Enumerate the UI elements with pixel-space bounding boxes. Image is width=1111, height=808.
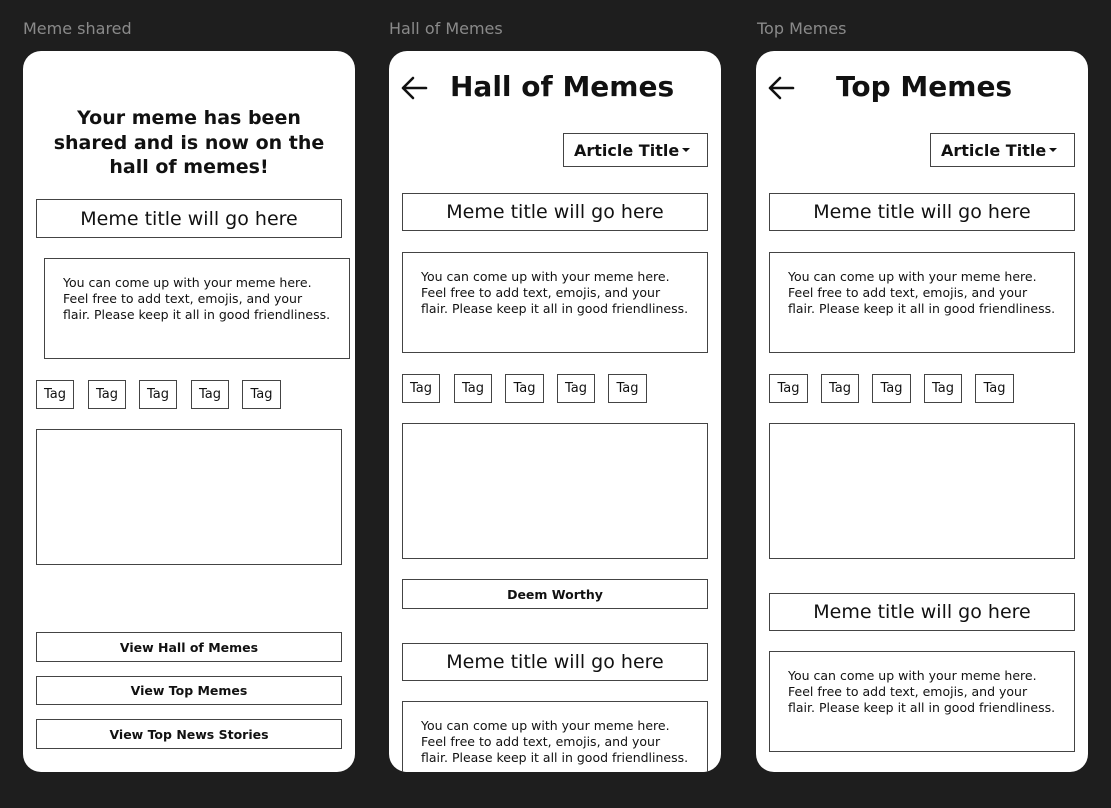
tag-chip[interactable]: Tag	[454, 374, 492, 403]
frame-label-top-memes: Top Memes	[757, 19, 847, 38]
top-memes-screen	[756, 51, 1088, 772]
dropdown-label: Article Title	[941, 140, 1047, 160]
view-hall-of-memes-button[interactable]: View Hall of Memes	[36, 632, 342, 662]
meme-text-area: You can come up with your meme here. Feel free to add text, emojis, and your flair. Please keep it all in good friendliness.	[402, 252, 708, 353]
meme-shared-screen	[23, 51, 355, 772]
tag-chip[interactable]: Tag	[139, 380, 177, 409]
tag-chip[interactable]: Tag	[769, 374, 808, 403]
hall-of-memes-screen	[389, 51, 721, 772]
tag-chip[interactable]: Tag	[872, 374, 911, 403]
caret-down-icon	[1049, 148, 1057, 152]
page-title: Hall of Memes	[450, 70, 675, 103]
tag-chip[interactable]: Tag	[88, 380, 126, 409]
meme-text-area: You can come up with your meme here. Feel free to add text, emojis, and your flair. Please keep it all in good friendliness.	[769, 651, 1075, 752]
meme-title-field: Meme title will go here	[769, 193, 1075, 231]
page-title: Top Memes	[836, 70, 1013, 103]
dropdown-label: Article Title	[574, 140, 680, 160]
tag-chip[interactable]: Tag	[608, 374, 647, 403]
meme-text-area[interactable]: You can come up with your meme here. Feel free to add text, emojis, and your flair. Please keep it all in good friendliness.	[44, 258, 350, 359]
deem-worthy-button[interactable]: Deem Worthy	[402, 579, 708, 609]
tag-chip[interactable]: Tag	[557, 374, 595, 403]
back-arrow-icon[interactable]	[766, 73, 796, 103]
tag-chip[interactable]: Tag	[924, 374, 962, 403]
meme-title-field: Meme title will go here	[402, 643, 708, 681]
view-top-memes-button[interactable]: View Top Memes	[36, 676, 342, 705]
meme-image-placeholder	[769, 423, 1075, 559]
tag-chip[interactable]: Tag	[36, 380, 74, 409]
shared-confirmation-heading: Your meme has been shared and is now on the hall of memes!	[53, 107, 325, 178]
tag-chip[interactable]: Tag	[821, 374, 859, 403]
article-title-dropdown[interactable]	[930, 133, 1075, 167]
frame-label-hall-of-memes: Hall of Memes	[389, 19, 503, 38]
tag-chip[interactable]: Tag	[242, 380, 281, 409]
caret-down-icon	[682, 148, 690, 152]
frame-label-meme-shared: Meme shared	[23, 19, 132, 38]
meme-image-placeholder	[36, 429, 342, 565]
view-top-news-stories-button[interactable]: View Top News Stories	[36, 719, 342, 749]
back-arrow-icon[interactable]	[399, 73, 429, 103]
meme-text-area: You can come up with your meme here. Feel free to add text, emojis, and your flair. Please keep it all in good friendliness.	[769, 252, 1075, 353]
meme-title-field: Meme title will go here	[769, 593, 1075, 631]
article-title-dropdown[interactable]	[563, 133, 708, 167]
tag-chip[interactable]: Tag	[402, 374, 440, 403]
tag-chip[interactable]: Tag	[975, 374, 1014, 403]
meme-text-area: You can come up with your meme here. Feel free to add text, emojis, and your flair. Please keep it all in good friendliness.	[402, 701, 708, 772]
tag-chip[interactable]: Tag	[191, 380, 229, 409]
meme-title-field[interactable]: Meme title will go here	[36, 199, 342, 238]
tag-chip[interactable]: Tag	[505, 374, 544, 403]
meme-title-field: Meme title will go here	[402, 193, 708, 231]
meme-image-placeholder	[402, 423, 708, 559]
